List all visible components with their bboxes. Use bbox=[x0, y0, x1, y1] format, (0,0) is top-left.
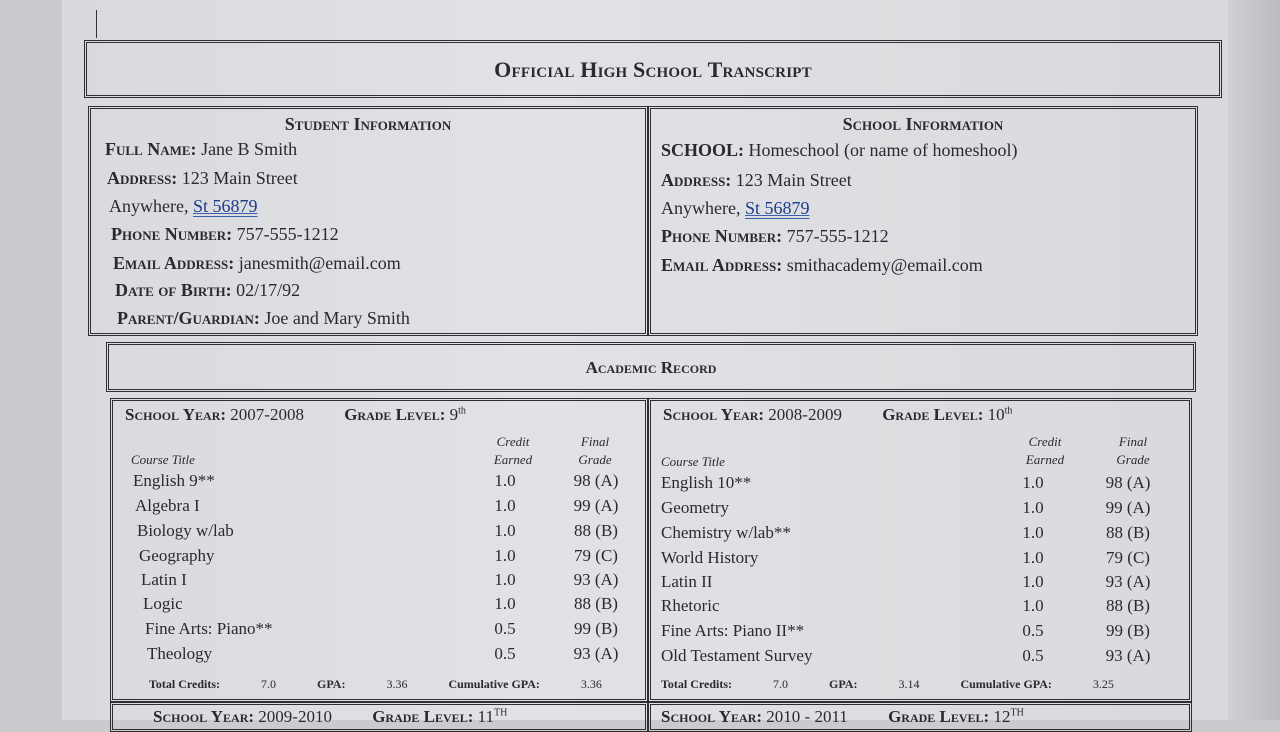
course-title: Geometry bbox=[661, 498, 729, 517]
full-name-label: Full Name: bbox=[105, 139, 197, 159]
total-credits-label: Total Credits: bbox=[149, 677, 221, 691]
course-credit: 1.0 bbox=[494, 521, 516, 540]
school-address-value: 123 Main Street bbox=[735, 170, 852, 190]
course-row bbox=[651, 646, 1189, 670]
grade-suffix: th bbox=[458, 405, 466, 417]
course-row bbox=[651, 596, 1189, 620]
course-row bbox=[113, 594, 645, 618]
school-state-zip-link[interactable]: St 56879 bbox=[744, 198, 810, 218]
year-summary bbox=[149, 677, 640, 692]
course-grade: 98 (A) bbox=[1105, 473, 1151, 492]
course-title: Biology w/lab bbox=[137, 521, 234, 540]
course-credit: 1.0 bbox=[494, 471, 516, 490]
course-title: Latin II bbox=[661, 572, 713, 591]
course-row bbox=[651, 572, 1189, 596]
school-year-value: 2007-2008 bbox=[230, 405, 304, 424]
school-address-label: Address: bbox=[661, 170, 732, 190]
course-row bbox=[113, 521, 645, 545]
grade-header-line2: Grade bbox=[1116, 452, 1150, 467]
full-name-line bbox=[105, 139, 297, 160]
state-zip-link[interactable]: St 56879 bbox=[192, 196, 258, 216]
course-title: Fine Arts: Piano II** bbox=[661, 621, 805, 640]
school-year-box-9th bbox=[110, 398, 648, 702]
course-row bbox=[651, 523, 1189, 547]
address-value: 123 Main Street bbox=[181, 168, 298, 188]
cumulative-gpa-value: 3.25 bbox=[1092, 677, 1114, 691]
credit-header-line2: Earned bbox=[1025, 452, 1065, 467]
course-row bbox=[651, 548, 1189, 572]
grade-suffix: TH bbox=[1010, 707, 1024, 719]
school-label: SCHOOL: bbox=[661, 140, 745, 160]
course-grade: 79 (C) bbox=[1106, 548, 1150, 567]
course-grade: 93 (A) bbox=[573, 570, 619, 589]
dob-line bbox=[115, 280, 300, 301]
address-label: Address: bbox=[107, 168, 178, 188]
course-credit: 1.0 bbox=[494, 496, 516, 515]
academic-record-title: Academic Record bbox=[585, 358, 717, 377]
year-header bbox=[125, 405, 466, 425]
course-credit: 1.0 bbox=[1022, 548, 1044, 567]
grade-suffix: TH bbox=[493, 707, 508, 719]
screen-edge bbox=[1228, 0, 1280, 720]
total-credits-value: 7.0 bbox=[261, 677, 277, 691]
school-name-value: Homeschool (or name of homeshool) bbox=[748, 140, 1018, 160]
course-title: Geography bbox=[139, 546, 215, 565]
school-address-line bbox=[661, 170, 852, 191]
course-credit: 0.5 bbox=[494, 644, 516, 663]
year-header bbox=[153, 707, 507, 727]
year-header bbox=[663, 405, 1012, 425]
student-section-title: Student Information bbox=[284, 114, 452, 134]
grade-header-line1: Final bbox=[1118, 434, 1148, 449]
course-credit: 1.0 bbox=[494, 570, 516, 589]
school-email-value: smithacademy@email.com bbox=[786, 255, 983, 275]
grade-level-value: 10 bbox=[987, 405, 1005, 424]
guardian-value: Joe and Mary Smith bbox=[264, 308, 410, 328]
school-year-value: 2010 - 2011 bbox=[766, 707, 848, 726]
cumulative-gpa-label: Cumulative GPA: bbox=[960, 677, 1052, 691]
course-credit: 1.0 bbox=[494, 594, 516, 613]
course-grade: 99 (B) bbox=[1106, 621, 1150, 640]
course-grade: 88 (B) bbox=[1106, 523, 1150, 542]
student-information-box bbox=[88, 106, 648, 336]
course-credit: 1.0 bbox=[1022, 596, 1044, 615]
final-grade-header bbox=[565, 433, 625, 469]
school-year-label: School Year: bbox=[663, 405, 765, 424]
school-year-value: 2009-2010 bbox=[258, 707, 332, 726]
course-row bbox=[651, 473, 1189, 497]
gpa-label: GPA: bbox=[829, 677, 858, 691]
grade-header-line1: Final bbox=[580, 434, 610, 449]
dob-label: Date of Birth: bbox=[115, 280, 232, 300]
grade-level-label: Grade Level: bbox=[372, 707, 474, 726]
full-name-value: Jane B Smith bbox=[201, 139, 298, 159]
course-title: English 10** bbox=[661, 473, 752, 492]
course-title: Algebra I bbox=[135, 496, 200, 515]
credit-header-line1: Credit bbox=[496, 434, 530, 449]
school-phone-label: Phone Number: bbox=[661, 226, 783, 246]
email-value: janesmith@email.com bbox=[238, 253, 401, 273]
course-grade: 99 (A) bbox=[1105, 498, 1151, 517]
course-title: English 9** bbox=[133, 471, 215, 490]
course-title-header: Course Title bbox=[661, 454, 725, 469]
course-title: Old Testament Survey bbox=[661, 646, 813, 665]
course-credit: 0.5 bbox=[1022, 646, 1044, 665]
course-row bbox=[651, 621, 1189, 645]
grade-level-value: 9 bbox=[449, 405, 459, 424]
course-grade: 99 (A) bbox=[573, 496, 619, 515]
course-title-header: Course Title bbox=[131, 452, 195, 467]
course-grade: 88 (B) bbox=[1106, 596, 1150, 615]
school-information-box bbox=[648, 106, 1198, 336]
course-title: World History bbox=[661, 548, 759, 567]
city-line bbox=[109, 196, 258, 217]
year-summary bbox=[661, 677, 1152, 692]
cumulative-gpa-label: Cumulative GPA: bbox=[448, 677, 540, 691]
address-line bbox=[107, 168, 298, 189]
school-city-line bbox=[661, 198, 810, 219]
year-header bbox=[661, 707, 1024, 727]
text-cursor bbox=[96, 10, 97, 38]
phone-label: Phone Number: bbox=[111, 224, 233, 244]
academic-record-box bbox=[106, 342, 1196, 392]
course-grade: 99 (B) bbox=[574, 619, 618, 638]
course-row bbox=[113, 471, 645, 495]
course-title: Fine Arts: Piano** bbox=[145, 619, 273, 638]
email-line bbox=[113, 253, 401, 274]
school-email-label: Email Address: bbox=[661, 255, 783, 275]
email-label: Email Address: bbox=[113, 253, 235, 273]
course-grade: 93 (A) bbox=[573, 644, 619, 663]
school-year-box-11th bbox=[110, 702, 648, 732]
grade-header-line2: Grade bbox=[578, 452, 612, 467]
school-section-title: School Information bbox=[842, 114, 1004, 134]
course-title: Logic bbox=[143, 594, 183, 613]
course-row bbox=[113, 546, 645, 570]
phone-line bbox=[111, 224, 339, 245]
cumulative-gpa-value: 3.36 bbox=[580, 677, 602, 691]
school-year-label: School Year: bbox=[661, 707, 763, 726]
dob-value: 02/17/92 bbox=[236, 280, 301, 300]
school-phone-value: 757-555-1212 bbox=[786, 226, 889, 246]
course-credit: 1.0 bbox=[1022, 498, 1044, 517]
grade-level-value: 12 bbox=[993, 707, 1011, 726]
guardian-line bbox=[117, 308, 410, 329]
school-phone-line bbox=[661, 226, 889, 247]
course-credit: 0.5 bbox=[1022, 621, 1044, 640]
grade-level-label: Grade Level: bbox=[888, 707, 990, 726]
course-grade: 98 (A) bbox=[573, 471, 619, 490]
course-row bbox=[113, 570, 645, 594]
gpa-value: 3.14 bbox=[898, 677, 920, 691]
course-grade: 93 (A) bbox=[1105, 646, 1151, 665]
course-grade: 79 (C) bbox=[574, 546, 618, 565]
gpa-label: GPA: bbox=[317, 677, 346, 691]
gpa-value: 3.36 bbox=[386, 677, 408, 691]
school-year-value: 2008-2009 bbox=[768, 405, 842, 424]
credit-header-line1: Credit bbox=[1028, 434, 1062, 449]
course-credit: 1.0 bbox=[1022, 473, 1044, 492]
credit-earned-header bbox=[1015, 433, 1075, 469]
course-title: Theology bbox=[147, 644, 213, 663]
course-grade: 88 (B) bbox=[574, 594, 618, 613]
credit-header-line2: Earned bbox=[493, 452, 533, 467]
course-row bbox=[113, 496, 645, 520]
total-credits-label: Total Credits: bbox=[661, 677, 733, 691]
credit-earned-header bbox=[483, 433, 543, 469]
course-credit: 0.5 bbox=[494, 619, 516, 638]
course-title: Chemistry w/lab** bbox=[661, 523, 791, 542]
school-email-line bbox=[661, 255, 983, 276]
city-value: Anywhere, bbox=[109, 196, 189, 216]
school-year-box-12th bbox=[648, 702, 1192, 732]
course-row bbox=[113, 619, 645, 643]
total-credits-value: 7.0 bbox=[773, 677, 789, 691]
course-credit: 1.0 bbox=[1022, 572, 1044, 591]
grade-suffix: th bbox=[1004, 405, 1013, 417]
grade-level-label: Grade Level: bbox=[344, 405, 446, 424]
course-grade: 88 (B) bbox=[574, 521, 618, 540]
course-row bbox=[651, 498, 1189, 522]
phone-value: 757-555-1212 bbox=[236, 224, 339, 244]
course-grade: 93 (A) bbox=[1105, 572, 1151, 591]
school-city-value: Anywhere, bbox=[661, 198, 741, 218]
title-box bbox=[84, 40, 1222, 98]
school-year-label: School Year: bbox=[153, 707, 255, 726]
guardian-label: Parent/Guardian: bbox=[117, 308, 260, 328]
document-title: Official High School Transcript bbox=[494, 57, 812, 82]
school-year-box-10th bbox=[648, 398, 1192, 702]
school-year-label: School Year: bbox=[125, 405, 227, 424]
course-title: Rhetoric bbox=[661, 596, 720, 615]
final-grade-header bbox=[1103, 433, 1163, 469]
course-credit: 1.0 bbox=[1022, 523, 1044, 542]
school-name-line bbox=[661, 140, 1017, 161]
grade-level-value: 11 bbox=[477, 707, 494, 726]
course-row bbox=[113, 644, 645, 668]
grade-level-label: Grade Level: bbox=[882, 405, 984, 424]
course-credit: 1.0 bbox=[494, 546, 516, 565]
course-title: Latin I bbox=[141, 570, 187, 589]
